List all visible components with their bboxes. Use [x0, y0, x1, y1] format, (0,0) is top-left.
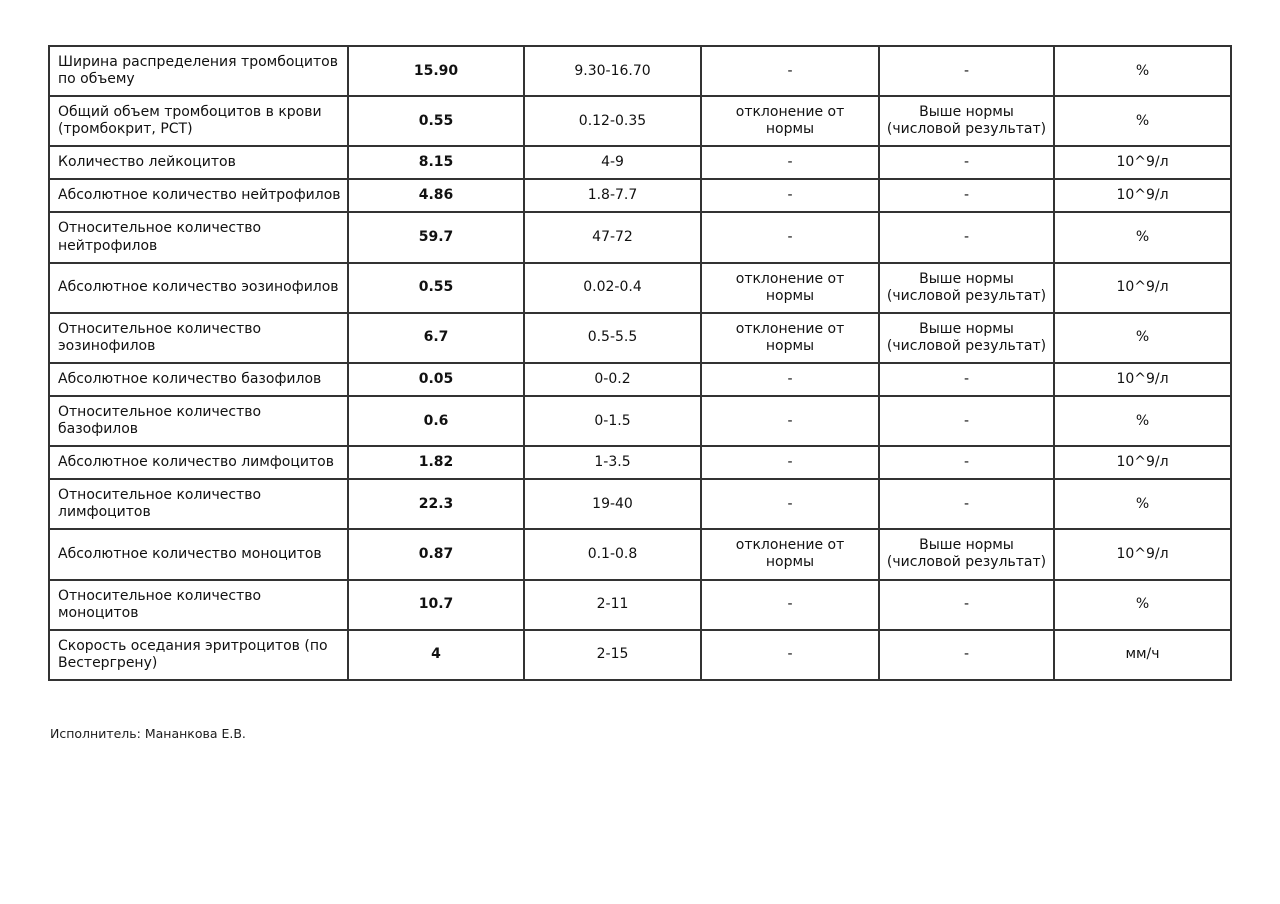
reference-range-cell: 0.12-0.35: [524, 96, 701, 146]
value-cell: 0.87: [348, 529, 524, 579]
value-cell: 6.7: [348, 313, 524, 363]
lab-results-table: [48, 45, 1232, 681]
parameter-cell: Скорость оседания эритроцитов (по Вестергрену): [49, 630, 348, 680]
reference-range-cell: 0.02-0.4: [524, 263, 701, 313]
value-cell: 0.05: [348, 363, 524, 396]
reference-range-cell: 0.5-5.5: [524, 313, 701, 363]
units-cell: 10^9/л: [1054, 179, 1231, 212]
table-row: [49, 446, 1231, 479]
units-cell: 10^9/л: [1054, 263, 1231, 313]
value-cell: 4: [348, 630, 524, 680]
value-cell: 0.55: [348, 263, 524, 313]
norm-status-cell: -: [879, 479, 1054, 529]
norm-status-cell: -: [879, 179, 1054, 212]
reference-range-cell: 47-72: [524, 212, 701, 262]
deviation-cell: -: [701, 46, 879, 96]
deviation-cell: отклонение от нормы: [701, 313, 879, 363]
deviation-cell: -: [701, 179, 879, 212]
executor-note: Исполнитель: Мананкова Е.В.: [50, 726, 246, 741]
norm-status-cell: Выше нормы (числовой результат): [879, 529, 1054, 579]
reference-range-cell: 1.8-7.7: [524, 179, 701, 212]
units-cell: %: [1054, 313, 1231, 363]
reference-range-cell: 0.1-0.8: [524, 529, 701, 579]
units-cell: 10^9/л: [1054, 146, 1231, 179]
table-row: [49, 529, 1231, 579]
deviation-cell: -: [701, 396, 879, 446]
value-cell: 22.3: [348, 479, 524, 529]
reference-range-cell: 9.30-16.70: [524, 46, 701, 96]
deviation-cell: отклонение от нормы: [701, 263, 879, 313]
norm-status-cell: Выше нормы (числовой результат): [879, 313, 1054, 363]
parameter-cell: Ширина распределения тромбоцитов по объему: [49, 46, 348, 96]
table-row: [49, 212, 1231, 262]
value-cell: 15.90: [348, 46, 524, 96]
reference-range-cell: 19-40: [524, 479, 701, 529]
deviation-cell: -: [701, 363, 879, 396]
units-cell: 10^9/л: [1054, 446, 1231, 479]
reference-range-cell: 2-15: [524, 630, 701, 680]
units-cell: %: [1054, 46, 1231, 96]
parameter-cell: Относительное количество моноцитов: [49, 580, 348, 630]
deviation-cell: -: [701, 446, 879, 479]
norm-status-cell: -: [879, 580, 1054, 630]
norm-status-cell: -: [879, 446, 1054, 479]
units-cell: 10^9/л: [1054, 529, 1231, 579]
parameter-cell: Абсолютное количество базофилов: [49, 363, 348, 396]
table-row: [49, 313, 1231, 363]
parameter-cell: Относительное количество лимфоцитов: [49, 479, 348, 529]
parameter-cell: Относительное количество эозинофилов: [49, 313, 348, 363]
norm-status-cell: -: [879, 146, 1054, 179]
value-cell: 1.82: [348, 446, 524, 479]
table-row: [49, 363, 1231, 396]
value-cell: 0.55: [348, 96, 524, 146]
norm-status-cell: -: [879, 212, 1054, 262]
units-cell: мм/ч: [1054, 630, 1231, 680]
parameter-cell: Абсолютное количество моноцитов: [49, 529, 348, 579]
table-row: [49, 263, 1231, 313]
parameter-cell: Общий объем тромбоцитов в крови (тромбокрит, PCT): [49, 96, 348, 146]
deviation-cell: -: [701, 580, 879, 630]
value-cell: 59.7: [348, 212, 524, 262]
table-row: [49, 96, 1231, 146]
parameter-cell: Относительное количество нейтрофилов: [49, 212, 348, 262]
reference-range-cell: 1-3.5: [524, 446, 701, 479]
norm-status-cell: -: [879, 46, 1054, 96]
parameter-cell: Относительное количество базофилов: [49, 396, 348, 446]
deviation-cell: -: [701, 479, 879, 529]
table-row: [49, 630, 1231, 680]
value-cell: 4.86: [348, 179, 524, 212]
deviation-cell: -: [701, 212, 879, 262]
value-cell: 10.7: [348, 580, 524, 630]
parameter-cell: Абсолютное количество лимфоцитов: [49, 446, 348, 479]
table-row: [49, 146, 1231, 179]
units-cell: 10^9/л: [1054, 363, 1231, 396]
norm-status-cell: Выше нормы (числовой результат): [879, 96, 1054, 146]
deviation-cell: -: [701, 146, 879, 179]
norm-status-cell: Выше нормы (числовой результат): [879, 263, 1054, 313]
deviation-cell: -: [701, 630, 879, 680]
table-row: [49, 179, 1231, 212]
units-cell: %: [1054, 580, 1231, 630]
deviation-cell: отклонение от нормы: [701, 96, 879, 146]
parameter-cell: Количество лейкоцитов: [49, 146, 348, 179]
units-cell: %: [1054, 96, 1231, 146]
reference-range-cell: 2-11: [524, 580, 701, 630]
reference-range-cell: 0-0.2: [524, 363, 701, 396]
units-cell: %: [1054, 212, 1231, 262]
units-cell: %: [1054, 396, 1231, 446]
parameter-cell: Абсолютное количество эозинофилов: [49, 263, 348, 313]
units-cell: %: [1054, 479, 1231, 529]
norm-status-cell: -: [879, 363, 1054, 396]
value-cell: 8.15: [348, 146, 524, 179]
table-row: [49, 479, 1231, 529]
norm-status-cell: -: [879, 396, 1054, 446]
deviation-cell: отклонение от нормы: [701, 529, 879, 579]
reference-range-cell: 4-9: [524, 146, 701, 179]
norm-status-cell: -: [879, 630, 1054, 680]
parameter-cell: Абсолютное количество нейтрофилов: [49, 179, 348, 212]
table-row: [49, 580, 1231, 630]
value-cell: 0.6: [348, 396, 524, 446]
results-table-body: [49, 46, 1231, 680]
reference-range-cell: 0-1.5: [524, 396, 701, 446]
table-row: [49, 396, 1231, 446]
table-row: [49, 46, 1231, 96]
